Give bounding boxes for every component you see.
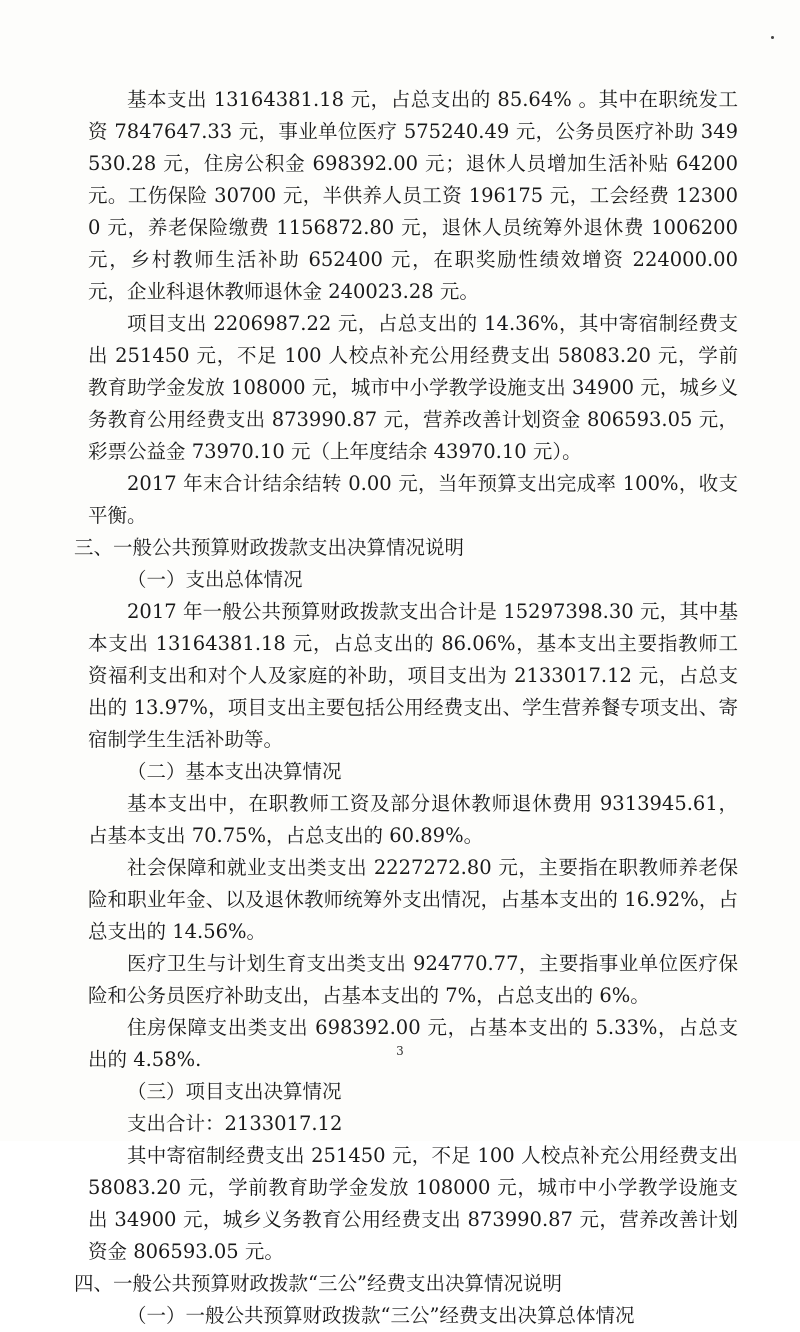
section-heading: 三、一般公共预算财政拨款支出决算情况说明	[74, 536, 465, 559]
body-paragraph: 基本支出中，在职教师工资及部分退休教师退休费用 9313945.61，占基本支出 70.75%，占总支出的 60.89%。	[88, 792, 738, 847]
body-paragraph: 2017 年末合计结余结转 0.00 元，当年预算支出完成率 100%，收支平衡。	[88, 472, 738, 527]
subsection-heading: （一）一般公共预算财政拨款“三公”经费支出决算总体情况	[127, 1304, 635, 1327]
body-paragraph: 社会保障和就业支出类支出 2227272.80 元，主要指在职教师养老保险和职业年金、以及退休教师统筹外支出情况，占基本支出的 16.92%，占总支出的 14.56%。	[88, 856, 738, 943]
body-paragraph: 2017 年一般公共预算财政拨款支出合计是 15297398.30 元，其中基本支出 13164381.18 元，占总支出的 86.06%，基本支出主要指教师工资福利支出和对个人及家庭的补助，项目支出为 2133017.12 元，占总支出的 13.97%，项目支出主要包括公用经费支出、学生营养餐专项支出、寄宿制学生生活补助等。	[88, 600, 738, 751]
subsection-heading: （三）项目支出决算情况	[127, 1080, 342, 1103]
section-heading: 四、一般公共预算财政拨款“三公”经费支出决算情况说明	[74, 1272, 562, 1295]
body-paragraph: 项目支出 2206987.22 元，占总支出的 14.36%，其中寄宿制经费支出 251450 元，不足 100 人校点补充公用经费支出 58083.20 元，学前教育助学金发放 108000 元，城市中小学教学设施支出 34900 元，城乡义务教育公用经费支出 873990.87 元，营养改善计划资金 806593.05 元，彩票公益金 73970.10 元（上年度结余 43970.10 元）。	[88, 312, 738, 463]
body-paragraph: 住房保障支出类支出 698392.00 元，占基本支出的 5.33%，占总支出的 4.58%.	[88, 1016, 738, 1071]
document-body	[74, 84, 738, 1332]
subsection-heading: （一）支出总体情况	[127, 568, 303, 591]
body-paragraph: 医疗卫生与计划生育支出类支出 924770.77，主要指事业单位医疗保险和公务员医疗补助支出，占基本支出的 7%，占总支出的 6%。	[88, 952, 738, 1007]
body-paragraph: 基本支出 13164381.18 元，占总支出的 85.64% 。其中在职统发工资 7847647.33 元，事业单位医疗 575240.49 元，公务员医疗补助 349530.28 元，住房公积金 698392.00 元；退休人员增加生活补贴 64200 元。工伤保险 30700 元，半供养人员工资 196175 元，工会经费 123000 元，养老保险缴费 1156872.80 元，退休人员统筹外退休费 1006200 元，乡村教师生活补助 652400 元，在职奖励性绩效增资 224000.00 元，企业科退休教师退休金 240023.28 元。	[88, 88, 738, 303]
body-paragraph: 支出合计：2133017.12	[127, 1112, 343, 1135]
page-number: 3	[396, 1044, 404, 1058]
scan-speck	[771, 36, 774, 39]
body-paragraph: 其中寄宿制经费支出 251450 元，不足 100 人校点补充公用经费支出 58083.20 元，学前教育助学金发放 108000 元，城市中小学教学设施支出 34900 元，城乡义务教育公用经费支出 873990.87 元，营养改善计划资金 806593.05 元。	[88, 1144, 738, 1263]
subsection-heading: （二）基本支出决算情况	[127, 760, 342, 783]
